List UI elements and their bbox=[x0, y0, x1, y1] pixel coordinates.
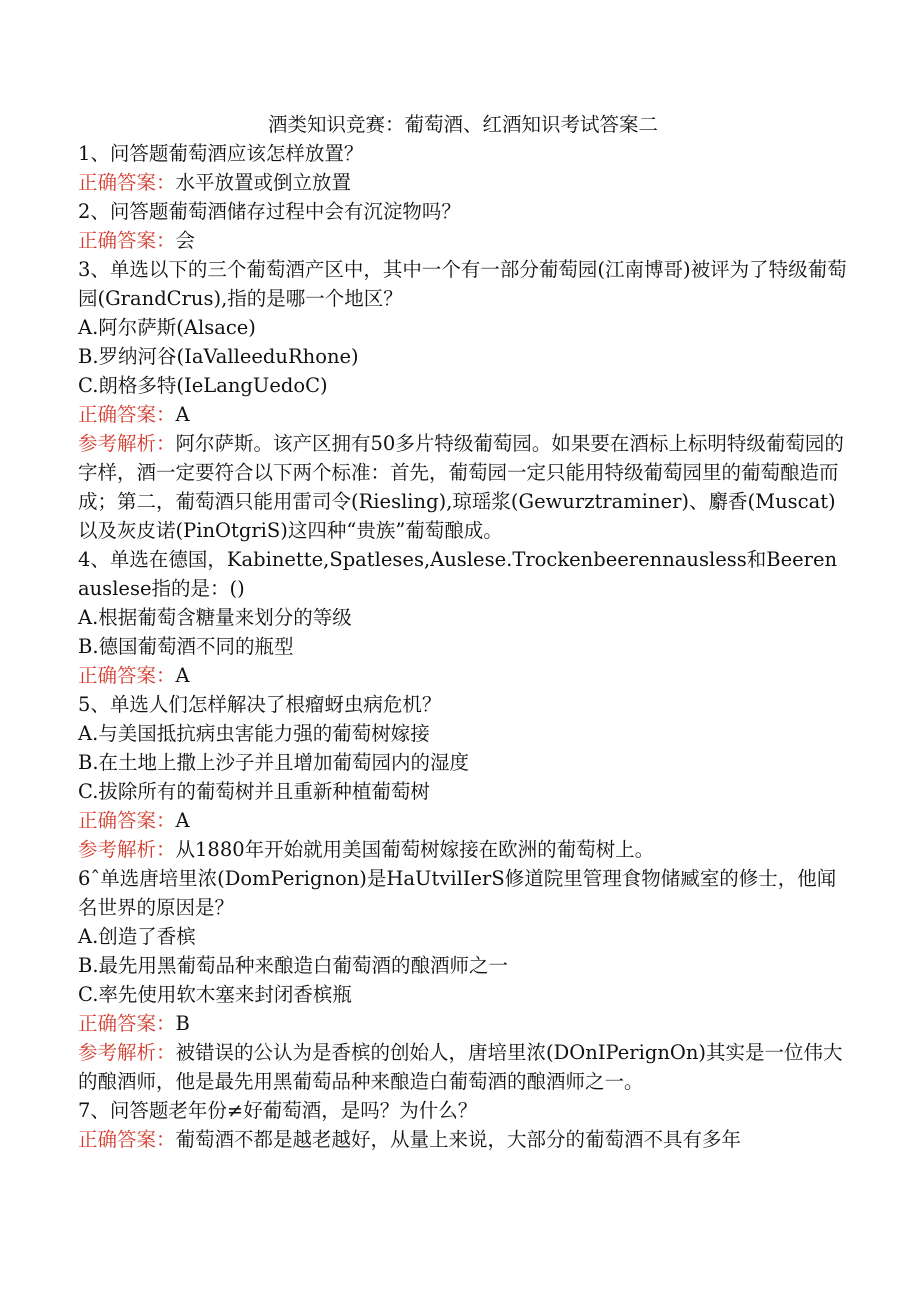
answer-line bbox=[78, 1125, 848, 1154]
answer-line bbox=[78, 661, 848, 690]
answer-line bbox=[78, 226, 848, 255]
option-line: C.拔除所有的葡萄树并且重新种植葡萄树 bbox=[78, 780, 430, 803]
option-line: A.创造了香槟 bbox=[78, 925, 196, 948]
option-line: A.与美国抵抗病虫害能力强的葡萄树嫁接 bbox=[78, 722, 430, 745]
option-line: B.德国葡萄酒不同的瓶型 bbox=[78, 635, 294, 658]
question-stem: 4、单选在德国，Kabinette,Spatleses,Auslese.Trockenbeerennausless和Beerenauslese指的是：() bbox=[78, 548, 838, 600]
option-line: C.朗格多特(IeLangUedoC) bbox=[78, 374, 328, 397]
answer-value: B bbox=[175, 1012, 190, 1035]
answer-value: A bbox=[175, 664, 190, 687]
option-line: B.罗纳河谷(IaValleeduRhone) bbox=[78, 345, 359, 368]
option-line: C.率先使用软木塞来封闭香槟瓶 bbox=[78, 983, 352, 1006]
answer-value: A bbox=[175, 403, 190, 426]
option-line: B.在土地上撒上沙子并且增加葡萄园内的湿度 bbox=[78, 751, 470, 774]
analysis-text: 从1880年开始就用美国葡萄树嫁接在欧洲的葡萄树上。 bbox=[175, 838, 655, 861]
analysis-label: 参考解析： bbox=[78, 1041, 176, 1064]
analysis-line bbox=[78, 429, 848, 545]
answer-line bbox=[78, 400, 848, 429]
answer-value: 葡萄酒不都是越老越好，从量上来说，大部分的葡萄酒不具有多年 bbox=[175, 1128, 742, 1151]
analysis-text: 阿尔萨斯。该产区拥有50多片特级葡萄园。如果要在酒标上标明特级葡萄园的字样，酒一定要符合以下两个标准：首先，葡萄园一定只能用特级葡萄园里的葡萄酿造而成；第二，葡萄酒只能用雷司令(Riesling),琼瑶浆(Gewurztraminer)、麝香(Muscat)以及灰皮诺(PinOtgriS)这四种“贵族”葡萄酿成。 bbox=[78, 432, 844, 542]
analysis-label: 参考解析： bbox=[78, 432, 176, 455]
answer-label: 正确答案： bbox=[78, 403, 176, 426]
question-stem: 2、问答题葡萄酒储存过程中会有沉淀物吗？ bbox=[78, 200, 461, 223]
option-line: A.阿尔萨斯(Alsace) bbox=[78, 316, 256, 339]
answer-label: 正确答案： bbox=[78, 1128, 176, 1151]
analysis-label: 参考解析： bbox=[78, 838, 176, 861]
analysis-line bbox=[78, 835, 848, 864]
answer-value: A bbox=[175, 809, 190, 832]
answer-label: 正确答案： bbox=[78, 229, 176, 252]
analysis-text: 被错误的公认为是香槟的创始人，唐培里浓(DOnIPerignOn)其实是一位伟大的酿酒师，他是最先用黑葡萄品种来酿造白葡萄酒的酿酒师之一。 bbox=[78, 1041, 843, 1093]
question-stem: 5、单选人们怎样解决了根瘤蚜虫病危机？ bbox=[78, 693, 442, 716]
option-line: B.最先用黑葡萄品种来酿造白葡萄酒的酿酒师之一 bbox=[78, 954, 509, 977]
answer-value: 会 bbox=[175, 229, 196, 252]
answer-label: 正确答案： bbox=[78, 664, 176, 687]
answer-label: 正确答案： bbox=[78, 1012, 176, 1035]
document-title: 酒类知识竞赛：葡萄酒、红酒知识考试答案二 bbox=[267, 113, 658, 136]
answer-line bbox=[78, 1009, 848, 1038]
question-stem: 7、问答题老年份≠好葡萄酒，是吗？为什么？ bbox=[78, 1099, 478, 1122]
answer-line bbox=[78, 806, 848, 835]
question-stem: 6ˆ单选唐培里浓(DomPerignon)是HaUtvilIerS修道院里管理食物储臧室的修士，他闻名世界的原因是？ bbox=[78, 867, 837, 919]
question-stem: 3、单选以下的三个葡萄酒产区中，其中一个有一部分葡萄园(江南博哥)被评为了特级葡萄园(GrandCrus),指的是哪一个地区？ bbox=[78, 258, 847, 310]
answer-label: 正确答案： bbox=[78, 171, 176, 194]
answer-label: 正确答案： bbox=[78, 809, 176, 832]
document-page bbox=[78, 110, 848, 1154]
answer-value: 水平放置或倒立放置 bbox=[175, 171, 352, 194]
answer-line bbox=[78, 168, 848, 197]
question-stem: 1、问答题葡萄酒应该怎样放置？ bbox=[78, 142, 364, 165]
analysis-line bbox=[78, 1038, 848, 1096]
option-line: A.根据葡萄含糖量来划分的等级 bbox=[78, 606, 352, 629]
